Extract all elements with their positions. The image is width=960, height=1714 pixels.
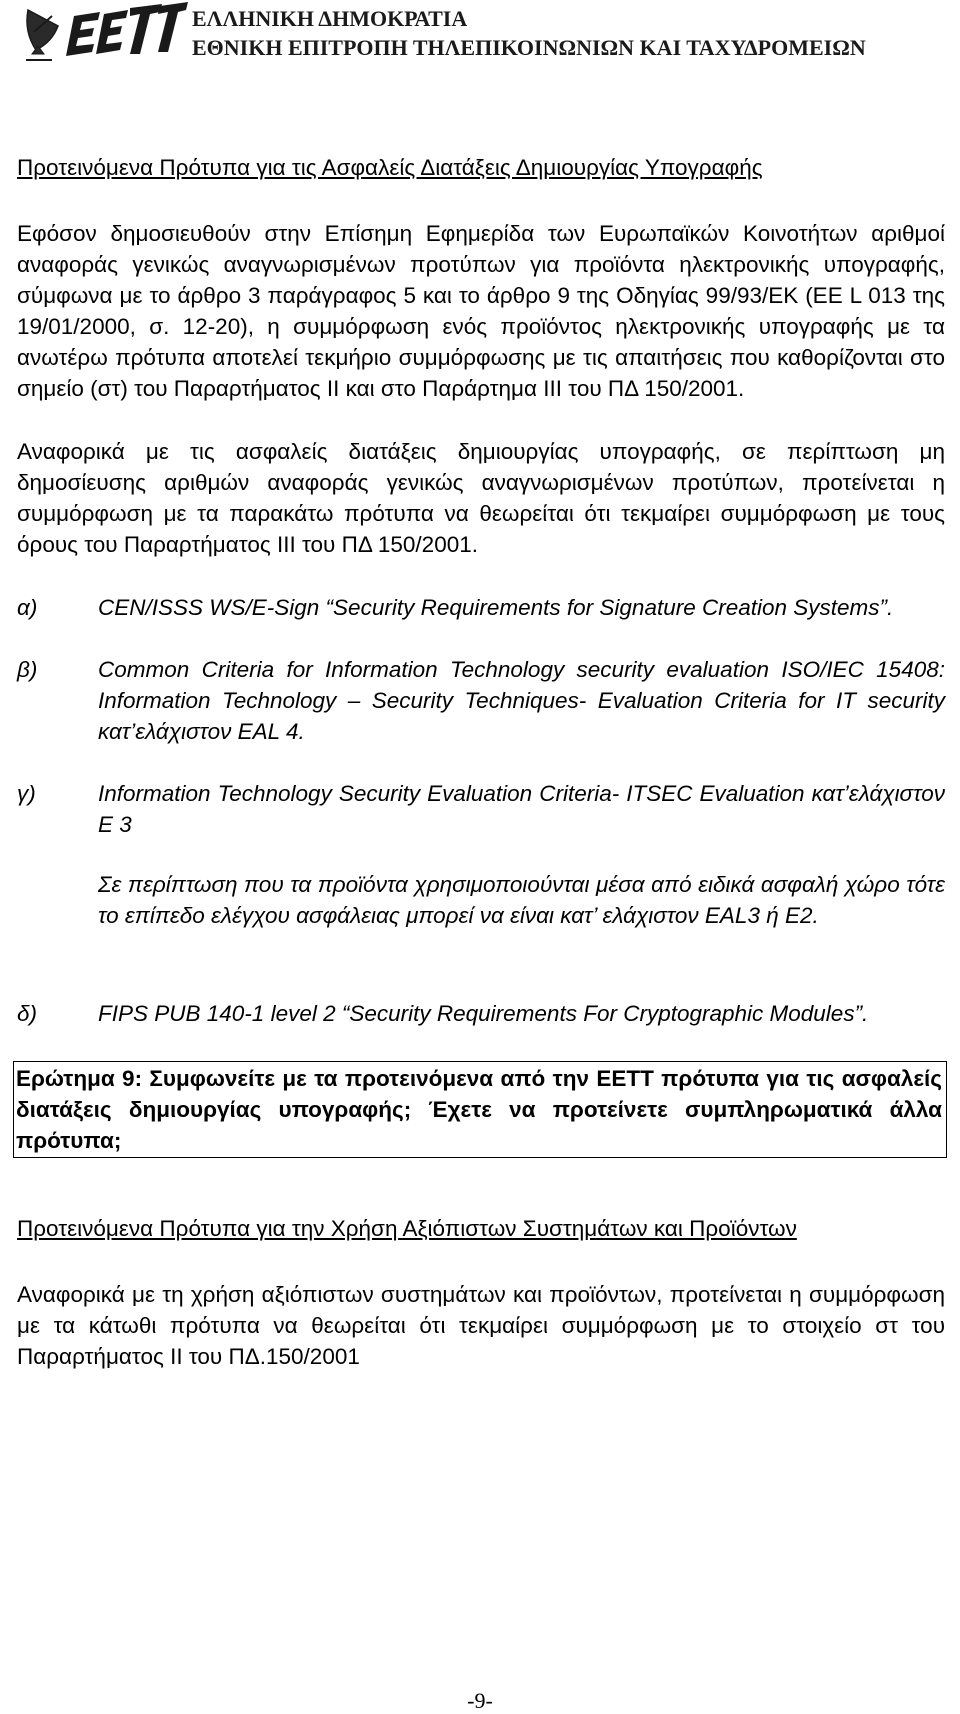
- page-header: [0, 0, 960, 72]
- header-title: [192, 4, 866, 62]
- list-item-marker: α): [17, 595, 38, 620]
- list-item-text: Information Technology Security Evaluation Criteria- ITSEC Evaluation κατ’ελάχιστον E 3: [98, 781, 945, 837]
- list-item-marker: γ): [17, 781, 36, 806]
- section-title-trusted-systems: Προτεινόμενα Πρότυπα για την Χρήση Αξιόπιστων Συστημάτων και Προϊόντων: [17, 1216, 797, 1241]
- paragraph-trusted-systems: Αναφορικά με τη χρήση αξιόπιστων συστημάτων και προϊόντων, προτείνεται η συμμόρφωση με τα κάτωθι πρότυπα να θεωρείται ότι τεκμαίρει συμμόρφωση με το στοιχείο στ του Παραρτήματος ΙΙ του ΠΔ.150/2001: [17, 1282, 945, 1369]
- list-item: [17, 654, 945, 747]
- header-line-1: ΕΛΛΗΝΙΚΗ ΔΗΜΟΚΡΑΤΙΑ: [192, 6, 468, 31]
- list-item-text: FIPS PUB 140-1 level 2 “Security Requirements For Cryptographic Modules”.: [98, 1001, 869, 1026]
- document-body: [17, 152, 945, 1372]
- eett-logo: [22, 2, 190, 64]
- list-item-marker: δ): [17, 1001, 37, 1026]
- page-number: -9-: [467, 1688, 493, 1713]
- question-box: Ερώτημα 9: Συμφωνείτε με τα προτεινόμενα από την ΕΕΤΤ πρότυπα για τις ασφαλείς διατάξεις δημιουργίας υπογραφής; Έχετε να προτείνετε συμπληρωματικά άλλα πρότυπα;: [13, 1061, 947, 1158]
- list-item: [17, 998, 945, 1029]
- list-item: [17, 778, 945, 840]
- paragraph-fallback-standards: Αναφορικά με τις ασφαλείς διατάξεις δημιουργίας υπογραφής, σε περίπτωση μη δημοσίευσης αριθμών αναφοράς γενικώς αναγνωρισμένων προτύπων, προτείνεται η συμμόρφωση με τα παρακάτω πρότυπα να θεωρείται ότι τεκμαίρει συμμόρφωση με τους όρους του Παραρτήματος ΙΙΙ του ΠΔ 150/2001.: [17, 439, 945, 557]
- list-item-marker: β): [17, 657, 38, 682]
- list-item: [17, 592, 945, 623]
- satellite-dish-icon: [26, 10, 58, 60]
- list-item-text: CEN/ISSS WS/E-Sign “Security Requirements for Signature Creation Systems”.: [98, 595, 894, 620]
- header-line-2: ΕΘΝΙΚΗ ΕΠΙΤΡΟΠΗ ΤΗΛΕΠΙΚΟΙΝΩΝΙΩΝ ΚΑΙ ΤΑΧΥΔΡΟΜΕΙΩΝ: [192, 35, 866, 60]
- list-item-note: Σε περίπτωση που τα προϊόντα χρησιμοποιούνται μέσα από ειδικά ασφαλή χώρο τότε το επίπεδο ελέγχου ασφάλειας μπορεί να είναι κατ’ ελάχιστον EAL3 ή E2.: [98, 872, 945, 928]
- section-title-signature-devices: Προτεινόμενα Πρότυπα για τις Ασφαλείς Διατάξεις Δημιουργίας Υπογραφής: [17, 155, 763, 180]
- paragraph-intro: Εφόσον δημοσιευθούν στην Επίσημη Εφημερίδα των Ευρωπαϊκών Κοινοτήτων αριθμοί αναφοράς γενικώς αναγνωρισμένων προτύπων για προϊόντα ηλεκτρονικής υπογραφής, σύμφωνα με το άρθρο 3 παράγραφος 5 και το άρθρο 9 της Οδηγίας 99/93/ΕΚ (ΕΕ L 013 της 19/01/2000, σ. 12-20), η συμμόρφωση ενός προϊόντος ηλεκτρονικής υπογραφής με τα ανωτέρω πρότυπα αποτελεί τεκμήριο συμμόρφωσης με τις απαιτήσεις που καθορίζονται στο σημείο (στ) του Παραρτήματος ΙΙ και στο Παράρτημα ΙΙΙ του ΠΔ 150/2001.: [17, 221, 945, 401]
- list-item-text: Common Criteria for Information Technology security evaluation ISO/IEC 15408: Information Technology – Security Techniques- Evaluation Criteria for IT security κατ’ελάχιστον EAL 4.: [98, 657, 945, 744]
